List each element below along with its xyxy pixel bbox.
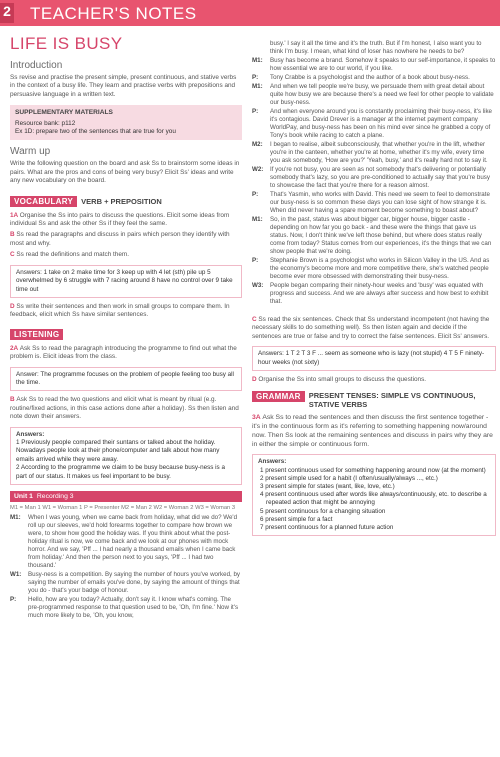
dialogue-line: P: That's Yasmin, who works with David. This need we seem to feel to demonstrate our busy-ness is so common these days you can lose sight of how strange it is. When did never having a spare moment become something to boast about? <box>252 191 490 214</box>
lesson-title: LIFE IS BUSY <box>10 34 123 53</box>
d-right: Organise the Ss into small groups to discuss the questions. <box>258 376 427 384</box>
grammar-answer-item: 3 present simple for states (want, like, love, etc.) <box>260 483 395 491</box>
listening-tag: LISTENING <box>10 329 63 340</box>
dialogue-line: M1: So, in the past, status was about bigger car, bigger house, bigger castle - depending on how far you go back - and these were the things that gave us status. Now, I don't think we've left those behind, but where does status really come from today? Status comes from our experiences, it's the things that we can show people that we're doing. <box>252 216 492 255</box>
grammar-answer-item: 7 present continuous for a planned future action <box>260 524 394 532</box>
dialogue-line: P: Stephanie Brown is a psychologist who works in Silicon Valley in the US. And as the economy's become more and more competitive there, she's watched people become ever more obsessed with demonstrating their busy-ness. <box>252 257 490 280</box>
dialogue-line: W1: Busy-ness is a competition. By saying the number of hours you've worked, by saying the number of emails you've done, by saying the amount of things that you do - that's your badge of honour. <box>10 571 241 594</box>
c-right: Ss read the six sentences. Check that Ss understand incompetent (not having the necessary skills to do something well). Ss then listen again and decide if the sentences are true or false and try to correct the false sentences. Elicit Ss' answers. <box>252 316 490 340</box>
c-answers: Answers: 1 T 2 T 3 F ... seem as someone who is lazy (not stupid) 4 T 5 F ninety-hour weeks (not sixty) <box>252 346 496 371</box>
header-bar <box>0 0 500 26</box>
listening-answers: Answers: 1 Previously people compared their suntans or talked about the holiday. Nowadays people look at their phone/computer and talk about how many emails arrived while they were away. 2 According to the programme we claim to be busy because busy-ness is a part of our status. It makes us feel important to be busy. <box>10 427 242 485</box>
dialogue-line: busy.' I say it all the time and it's the truth. But if I'm honest, I also want you to think I'm busy. I mean, what kind of loser has nowhere he needs to be? <box>270 40 482 55</box>
intro-heading: Introduction <box>10 60 63 71</box>
supplementary-box <box>10 105 242 140</box>
dialogue-line: W2: If you're not busy, you are seen as not somebody that's delivering or potentially somebody that's lazy, so you are pre-conditioned to actually say that you're busy to showcase the fact that you're there for a reason almost. <box>252 166 490 189</box>
resource-bank: Resource bank: p112 <box>15 119 76 127</box>
vocab-answers: Answers: 1 take on 2 make time for 3 keep up with 4 let (sth) pile up 5 overwhelmed by 6 struggle with 7 racing around 8 have no control over 9 take time out <box>10 265 242 298</box>
grammar-answer-item: 1 present continuous used for something happening around now (at the moment) <box>260 466 486 474</box>
dialogue-line: M1: Busy has become a brand. Somehow it speaks to our self-importance, it speaks to how essential we are to our world, if you like. <box>252 57 496 72</box>
grammar-answer-item: 6 present simple for a fact <box>260 515 333 523</box>
right-column: busy.' I say it all the time and it's the truth. But if I'm honest, I also want you to think I'm busy. I mean, what kind of loser has nowhere he needs to be? M1: Busy has become a brand. Somehow it speaks to our self-importance, it speaks to how essential we are to our world, if you like. P: Tony Crabbe is a psychologist and the author of a book about busy-ness. M1: And when we tell people we're busy, we persuade them with great detail about quite how busy we are because there's a need we feel for other people to validate our busy-ness. P: And when everyone around you is constantly proclaiming their busy-ness, it's like it's contagious. David Drever is a manager at the internet payment company WorldPay, and busy-ness has been on his mind ever since he grabbed a copy of Tony's book while racing to catch a plane. M2: I began to realise, albeit subconsciously, that whether you're in the lift, whether you're in the canteen, whether you're at home, whether it's my wife, every time you ask somebody, 'How are you?' 'Yeah, busy,' and it's really hard not to say it. W2: If you're not busy, you are seen as not somebody that's delivering or potentially somebody that's lazy, so you are pre-conditioned to actually say that you're busy to showcase the fact that you're there for a reason almost. P: That's Yasmin, who works with David. This need we seem to feel to demonstrate our busy-ness is so common these days you can lose sight of how strange it is. When did never having a spare moment become something to boast about? M1: So, in the past, status was about bigger car, bigger house, bigger castle - depending on how far you go back - and these were the things that gave us status. Now, I don't think we've left those behind, but where does status really come from today? Status comes from our experiences, it's the things that we can show people that we're doing. P: Stephanie Brown is a psychologist who works in Silicon Valley in the US. And as the economy's become more and more competitive there, she's watched people become ever more obsessed with demonstrating their busy-ness. W3: People began comparing their ninety-hour weeks and 'busy' was equated with progress and success. And we are always after success and how best to exhibit that. C Ss read the six sentences. Check that Ss understand incompetent (not having the necessary skills to do something well). Ss then listen again and decide if the sentences are true or false and try to correct the false sentences. Elicit Ss' answers. Answers: 1 T 2 T 3 F ... seem as someone who is lazy (not stupid) 4 T 5 F ninety-hour weeks (not sixty) D Organise the Ss into small groups to discuss the questions. GRAMMAR PRESENT TENSES: SIMPLE VS CONTINUOUS, STATIVE VERBS 3A Ask Ss to read the sentences and then discuss the first sentence together - it's in the continuous form as it's referring to something happening now/around now. Then Ss look at the remaining sentences and discuss in pairs why they are in either the simple or continuous form. Answers: 1 present continuous used for something happening around now (at the moment) 2 present simple used for a habit (I often/usually/always ..., etc.) 3 present simple for states (want, like, love, etc.) 4 present continuous used after words like always/continuously, etc. to describe a repeated action that might be annoying 5 present continuous for a changing situation 6 present simple for a fact 7 present continuous for a planned future action <box>252 40 496 541</box>
left-column: LIFE IS BUSY Introduction Ss revise and practise the present simple, present continuous, and stative verbs in the context of a busy life. They learn and practise verbs with prepositions and persuasive language in a written text. SUPPLEMENTARY MATERIALS Resource bank: p112 Ex 1D: prepare two of the sentences that are true for you Warm up Write the following question on the board and ask Ss to brainstorm some ideas in pairs. What are the pros and cons of being very busy? Elicit Ss' ideas and write any new vocabulary on the board. VOCABULARY VERB + PREPOSITION 1A Organise the Ss into pairs to discuss the questions. Elicit some ideas from individual Ss and ask the other Ss if they feel the same. B Ss read the paragraphs and discuss in pairs which person they identify with most and why. C Ss read the definitions and match them. Answers: 1 take on 2 make time for 3 keep up with 4 let (sth) pile up 5 overwhelmed by 6 struggle with 7 racing around 8 have no control over 9 take time out D Ss write their sentences and then work in small groups to compare them. In feedback, elicit which Ss have similar sentences. LISTENING 2A Ask Ss to read the paragraph introducing the programme to find out what the problem is. Elicit ideas from the class. Answer: The programme focuses on the problem of people feeling too busy all the time. B Ask Ss to read the two questions and elicit what is meant by ritual (e.g. routine/fixed actions, in this case actions done after a holiday). Ss then listen and note down their answers. Answers: 1 Previously people compared their suntans or talked about the holiday. Nowadays people look at their phone/computer and talk about how many emails arrived while they were away. 2 According to the programme we claim to be busy because busy-ness is a part of our status. It makes us feel important to be busy. Unit 1 Recording 3 M1 = Man 1 W1 = Woman 1 P = Presenter M2 = Man 2 W2 = Woman 2 W3 = Woman 3 M1: When I was young, when we came back from holiday, what did we do? We'd roll up our sleeves, we'd hold forearms together to compare how brown we were, to show how good the holiday was. If you think about what the post-holiday ritual is now, we come back and we look at our phones with mock horror. And we say, 'Pff ... I had nearly a thousand emails when I came back from holiday.' And then the person next to you says, 'Pff ... I had two thousand.' W1: Busy-ness is a competition. By saying the number of hours you've worked, by saying the number of emails you've done, by saying the amount of things that you do - that's your badge of honour. P: Hello, how are you today? Actually, don't say it. I know what's coming. The pre-programmed response to that question used to be, 'Oh, I'm fine.' Now it's much more likely to be, 'Oh, you know, <box>10 34 241 619</box>
grammar-tail: PRESENT TENSES: SIMPLE VS CONTINUOUS, STATIVE VERBS <box>308 391 476 410</box>
grammar-answer-item: 2 present simple used for a habit (I often/usually/always ..., etc.) <box>260 474 438 482</box>
grammar-a: Ask Ss to read the sentences and then discuss the first sentence together - it's in the continuous form as it's referring to something happening now/around now. Then Ss look at the remaining sentences and discuss in pairs why they are in either the simple or continuous form. <box>252 414 493 449</box>
listening-a: Ask Ss to read the paragraph introducing the programme to find out what the problem is. Elicit ideas from the class. <box>10 344 237 361</box>
dialogue-right <box>252 40 496 306</box>
dialogue-left <box>10 514 242 620</box>
dialogue-line: W3: People began comparing their ninety-hour weeks and 'busy' was equated with progress and success. And we are always after success and how best to exhibit that. <box>252 282 489 305</box>
supplementary-heading: SUPPLEMENTARY MATERIALS <box>15 109 113 117</box>
grammar-answers: Answers: 1 present continuous used for something happening around now (at the moment) 2 present simple used for a habit (I often/usually/always ..., etc.) 3 present simple for states (want, like, love, etc.) 4 present continuous used after words like always/continuously, etc. to describe a repeated action that might be annoying 5 present continuous for a changing situation 6 present simple for a fact 7 present continuous for a planned future action <box>252 454 496 536</box>
listening-answer: Answer: The programme focuses on the problem of people feeling too busy all the time. <box>10 367 242 392</box>
dialogue-line: M2: I began to realise, albeit subconsciously, that whether you're in the lift, whether you're in the canteen, whether you're at home, whether it's my wife, every time you ask somebody, 'How are you?' 'Yeah, busy,' and it's really hard not to say it. <box>252 141 488 164</box>
vocab-tail: VERB + PREPOSITION <box>81 196 162 206</box>
vocab-c: Ss read the definitions and match them. <box>16 251 130 259</box>
intro-text: Ss revise and practise the present simple, present continuous, and stative verbs in the context of a busy life. They learn and practise verbs with prepositions and persuasive language in a written text. <box>10 74 237 98</box>
dialogue-line: P: Tony Crabbe is a psychologist and the author of a book about busy-ness. <box>252 74 470 81</box>
listening-b: Ask Ss to read the two questions and elicit what is meant by ritual (e.g. routine/fixed actions, in this case actions done after a holiday). Ss then listen and note down their answers. <box>10 396 239 421</box>
dialogue-line: M1: And when we tell people we're busy, we persuade them with great detail about quite how busy we are because there's a need we feel for other people to validate our busy-ness. <box>252 83 494 106</box>
vocab-a: Organise the Ss into pairs to discuss the questions. Elicit some ideas from individual Ss and ask the other Ss if they feel the same. <box>10 211 230 228</box>
warmup-text: Write the following question on the board and ask Ss to brainstorm some ideas in pairs. What are the pros and cons of being very busy? Elicit Ss' ideas and write any new vocabulary on the board. <box>10 160 240 185</box>
vocab-b: Ss read the paragraphs and discuss in pairs which person they identify with most and why. <box>10 231 230 247</box>
header-title: TEACHER'S NOTES <box>30 4 197 23</box>
grammar-tag: GRAMMAR <box>252 391 305 402</box>
supplementary-ex: Ex 1D: prepare two of the sentences that are true for you <box>15 128 176 136</box>
vocab-tag: VOCABULARY <box>10 196 77 207</box>
warmup-heading: Warm up <box>10 146 51 158</box>
grammar-answer-item: 5 present continuous for a changing situation <box>260 507 386 515</box>
dialogue-line: P: Hello, how are you today? Actually, don't say it. I know what's coming. The pre-programmed response to that question used to be, 'Oh, I'm fine.' Now it's much more likely to be, 'Oh, you know, <box>10 596 239 619</box>
recording-bar: Unit 1 Recording 3 <box>10 491 242 502</box>
dialogue-line: P: And when everyone around you is constantly proclaiming their busy-ness, it's like it's contagious. David Drever is a manager at the internet payment company WorldPay, and busy-ness has been on his mind ever since he grabbed a copy of Tony's book while racing to catch a plane. <box>252 108 492 139</box>
speaker-key: M1 = Man 1 W1 = Woman 1 P = Presenter M2 = Man 2 W2 = Woman 2 W3 = Woman 3 <box>10 505 236 511</box>
grammar-answer-item: 4 present continuous used after words like always/continuously, etc. to describe a repeated action that might be annoying <box>260 491 487 507</box>
page-number: 2 <box>0 3 14 23</box>
dialogue-line: M1: When I was young, when we came back from holiday, what did we do? We'd roll up our sleeves, we'd hold forearms together to compare how brown we were, to show how good the holiday was. If you think about what the post-holiday ritual is now, we come back and we look at our phones with mock horror. And we say, 'Pff ... I had nearly a thousand emails when I came back from holiday.' And then the person next to you says, 'Pff ... I had two thousand.' <box>10 514 238 569</box>
vocab-d: Ss write their sentences and then work in small groups to compare them. In feedback, elicit which Ss have similar sentences. <box>10 302 230 319</box>
